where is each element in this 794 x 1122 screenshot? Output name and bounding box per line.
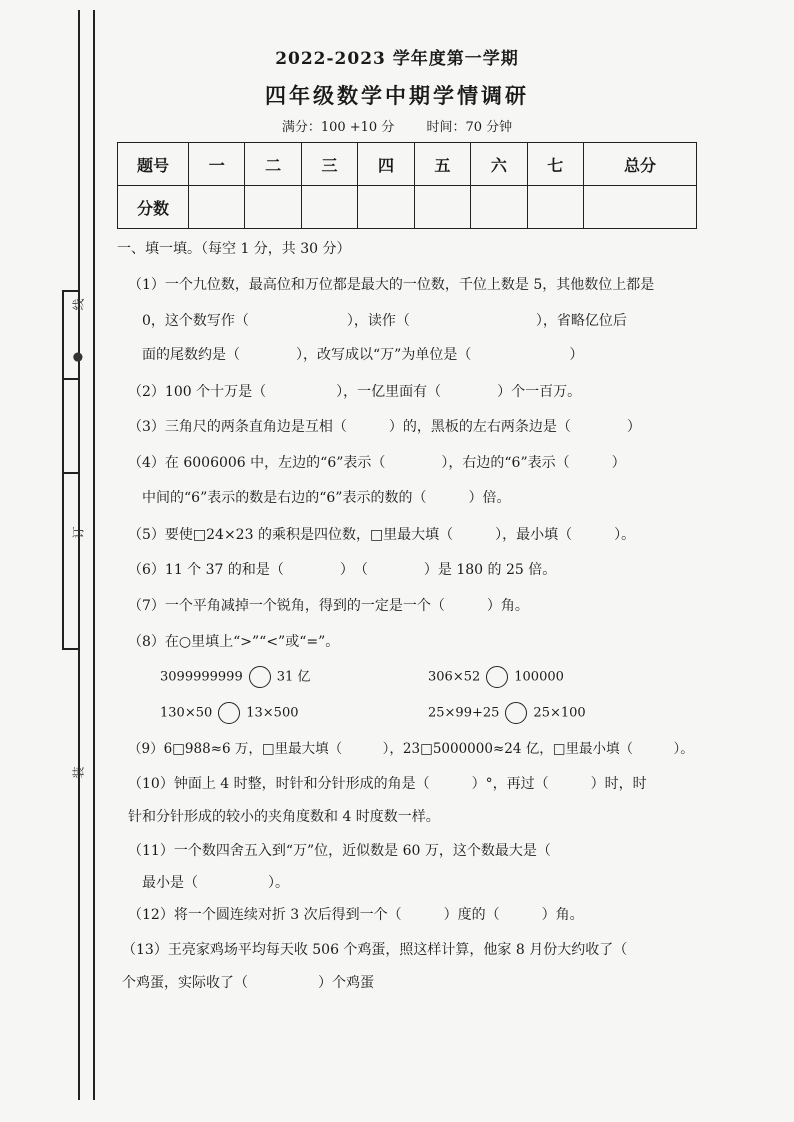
question-line: （12）将一个圆连续对折 3 次后得到一个（ ）度的（ ）角。 bbox=[128, 907, 584, 923]
question-line: 针和分针形成的较小的夹角度数和 4 时度数一样。 bbox=[128, 809, 440, 825]
score-table-header-row bbox=[118, 143, 697, 186]
score-header-cell: 题号 bbox=[118, 143, 189, 186]
score-header-cell: 总分 bbox=[584, 143, 697, 186]
question-line: 面的尾数约是（ ），改写成以“万”为单位是（ ） bbox=[142, 347, 584, 363]
question-line: （6）11 个 37 的和是（ ） （ ）是 180 的 25 倍。 bbox=[128, 562, 557, 578]
margin-char-zhuang: 装 bbox=[71, 766, 86, 779]
score-header-cell: 一 bbox=[189, 143, 245, 186]
score-header-cell: 二 bbox=[245, 143, 301, 186]
question-line: 中间的“6”表示的数是右边的“6”表示的数的（ ）倍。 bbox=[142, 490, 511, 506]
question-line: （10）钟面上 4 时整，时针和分针形成的角是（ ）°，再过（ ）时，时 bbox=[128, 776, 647, 792]
compare-right: 13×500 bbox=[246, 705, 299, 721]
compare-circle[interactable] bbox=[218, 702, 240, 724]
question-line: （11）一个数四舍五入到“万”位，近似数是 60 万，这个数最大是（ bbox=[128, 843, 551, 859]
score-cell[interactable] bbox=[471, 186, 527, 229]
bracket-top bbox=[62, 290, 78, 292]
bracket-mid1 bbox=[62, 378, 78, 380]
question-line: 个鸡蛋，实际收了（ ）个鸡蛋 bbox=[122, 975, 374, 991]
question-line: （2）100 个十万是（ ），一亿里面有（ ）个一百万。 bbox=[128, 384, 582, 400]
score-cell[interactable] bbox=[414, 186, 470, 229]
compare-circle[interactable] bbox=[249, 666, 271, 688]
score-cell[interactable] bbox=[358, 186, 414, 229]
question-line: （1）一个九位数，最高位和万位都是最大的一位数，千位上数是 5，其他数位上都是 bbox=[128, 277, 655, 293]
compare-item bbox=[160, 702, 299, 725]
question-line: （5）要使□24×23 的乘积是四位数，□里最大填（ ），最小填（ ）。 bbox=[128, 527, 636, 543]
question-line: 最小是（ ）。 bbox=[142, 875, 289, 891]
question-line: （3）三角尺的两条直角边是互相（ ）的，黑板的左右两条边是（ ） bbox=[128, 419, 641, 435]
score-header-cell: 六 bbox=[471, 143, 527, 186]
question-line: 0，这个数写作（ ），读作（ ），省略亿位后 bbox=[142, 313, 627, 329]
compare-left: 130×50 bbox=[160, 705, 213, 721]
score-header-cell: 五 bbox=[414, 143, 470, 186]
bracket-mid2 bbox=[62, 472, 78, 474]
compare-circle[interactable] bbox=[486, 666, 508, 688]
score-cell[interactable] bbox=[189, 186, 245, 229]
compare-left: 3099999999 bbox=[160, 669, 243, 685]
compare-left: 306×52 bbox=[428, 669, 481, 685]
compare-item bbox=[428, 666, 564, 689]
question-line: （8）在○里填上“>”“<”或“=”。 bbox=[128, 634, 340, 650]
margin-char-line: 线 bbox=[71, 298, 86, 311]
score-cell[interactable] bbox=[301, 186, 357, 229]
score-row-label: 分数 bbox=[118, 186, 189, 229]
score-cell[interactable] bbox=[245, 186, 301, 229]
question-line: （13）王亮家鸡场平均每天收 506 个鸡蛋，照这样计算，他家 8 月份大约收了（ bbox=[122, 942, 628, 958]
binding-line-inner bbox=[93, 10, 95, 1100]
exam-meta bbox=[0, 116, 794, 135]
compare-right: 31 亿 bbox=[276, 669, 311, 685]
binding-bracket-line bbox=[62, 290, 64, 650]
exam-time: 时间：70 分钟 bbox=[426, 120, 513, 135]
semester-title: 2022-2023 学年度第一学期 bbox=[275, 49, 519, 69]
score-cell[interactable] bbox=[527, 186, 583, 229]
compare-circle[interactable] bbox=[505, 702, 527, 724]
compare-right: 25×100 bbox=[533, 705, 586, 721]
margin-char-ding: 订 bbox=[71, 526, 86, 539]
compare-right: 100000 bbox=[514, 669, 564, 685]
score-header-cell: 四 bbox=[358, 143, 414, 186]
exam-title: 四年级数学中期学情调研 bbox=[265, 83, 529, 108]
compare-item bbox=[160, 666, 310, 689]
bracket-bottom bbox=[62, 648, 78, 650]
section-heading: 一、填一填。（每空 1 分，共 30 分） bbox=[117, 241, 351, 257]
full-score: 满分：100 +10 分 bbox=[281, 120, 395, 135]
question-line: （9）6□988≈6 万，□里最大填（ ），23□5000000≈24 亿，□里最小填（ ）。 bbox=[128, 741, 694, 757]
compare-item bbox=[428, 702, 586, 725]
binding-line-outer bbox=[78, 10, 80, 1100]
compare-left: 25×99+25 bbox=[428, 705, 500, 721]
score-table bbox=[117, 142, 697, 229]
score-header-cell: 三 bbox=[301, 143, 357, 186]
score-cell[interactable] bbox=[584, 186, 697, 229]
question-line: （4）在 6006006 中，左边的“6”表示（ ），右边的“6”表示（ ） bbox=[128, 455, 626, 471]
question-line: （7）一个平角减掉一个锐角，得到的一定是一个（ ）角。 bbox=[128, 598, 529, 614]
score-table-score-row bbox=[118, 186, 697, 229]
score-header-cell: 七 bbox=[527, 143, 583, 186]
margin-char-dot: ● bbox=[70, 351, 85, 363]
